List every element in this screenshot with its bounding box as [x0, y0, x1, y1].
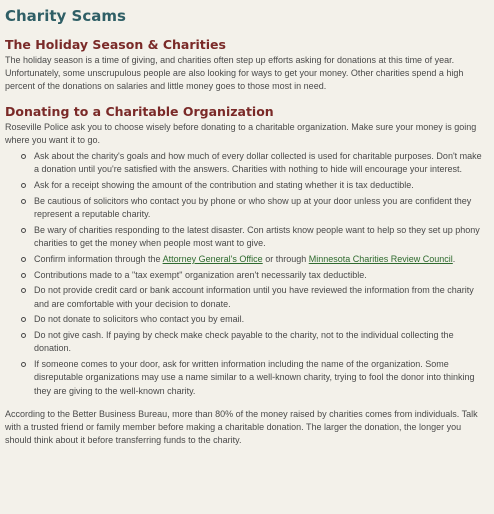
tip-text: Ask for a receipt showing the amount of the contribution and stating whether it is tax deductible.: [34, 180, 414, 191]
tip-item-confirm: [21, 253, 488, 266]
confirm-prefix: Confirm information through the: [34, 253, 163, 264]
bullet-icon: [21, 228, 26, 233]
tip-text: Be wary of charities responding to the latest disaster. Con artists know people want to help so they set up phony charities to get the money when people most want to give.: [34, 224, 480, 249]
bullet-icon: [21, 317, 26, 322]
confirm-suffix: .: [452, 253, 456, 264]
attorney-general-link[interactable]: Attorney General's Office: [162, 253, 263, 264]
holiday-heading: The Holiday Season & Charities: [5, 37, 226, 52]
tip-item: [21, 313, 488, 326]
bullet-icon: [21, 183, 26, 188]
tip-text: If someone comes to your door, ask for written information including the name of the organization. Some disreputable organizations may use a name similar to a well-known charity, trying to fool the donor into thinking they are giving to the well-known charity.: [34, 359, 475, 396]
tip-text: Do not provide credit card or bank account information until you have reviewed the information from the charity and are comfortable with your decision to donate.: [34, 285, 474, 309]
tip-item: [21, 329, 488, 355]
tip-text: Ask about the charity's goals and how much of every dollar collected is used for charitable purposes. Don't make a donation until you're satisfied with the answers. Charities with nothing to hide will encourage your interest.: [34, 151, 482, 175]
tip-text: Contributions made to a "tax exempt" organization aren't necessarily tax deductible.: [34, 269, 367, 280]
tip-text: Do not donate to solicitors who contact you by email.: [34, 314, 245, 325]
tip-item: [21, 358, 488, 398]
bullet-icon: [21, 333, 26, 338]
bullet-icon: [21, 288, 26, 293]
donating-intro: Roseville Police ask you to choose wisely before donating to a charitable organization. Make sure your money is going where you want it to go.: [5, 121, 477, 145]
page-title: Charity Scams: [5, 7, 126, 25]
bullet-icon: [21, 257, 26, 262]
bullet-icon: [21, 362, 26, 367]
holiday-body: The holiday season is a time of giving, and charities often step up efforts asking for donations at this time of year. Unfortunately, some unscrupulous people are also looking for ways to get your money. Other charities spend a high percent of the donations on salaries and little money goes to those most in need.: [5, 55, 464, 92]
bullet-icon: [21, 154, 26, 159]
tip-item: [21, 284, 488, 310]
bullet-icon: [21, 199, 26, 204]
bullet-icon: [21, 273, 26, 278]
confirm-middle: or through: [262, 253, 309, 264]
tip-text: Be cautious of solicitors who contact you by phone or who show up at your door unless you are confident they represent a reputable charity.: [34, 195, 472, 220]
tip-item: [21, 224, 488, 250]
tips-list: [5, 150, 488, 398]
tip-item: [21, 150, 488, 176]
charities-review-council-link[interactable]: Minnesota Charities Review Council: [308, 253, 453, 264]
tip-item: [21, 269, 488, 282]
footer-paragraph: According to the Better Business Bureau, more than 80% of the money raised by charities comes from individuals. Talk with a trusted friend or family member before making a charitable donation. The larger the donation, the longer you should think about it before transferring funds to the charity.: [5, 408, 478, 446]
donating-section: [5, 104, 488, 398]
tip-item: [21, 179, 488, 192]
tip-text: Do not give cash. If paying by check make check payable to the charity, not to the individual collecting the donation.: [34, 330, 454, 354]
holiday-section: [5, 37, 488, 94]
donating-heading: Donating to a Charitable Organization: [5, 103, 274, 119]
tip-item: [21, 195, 488, 221]
